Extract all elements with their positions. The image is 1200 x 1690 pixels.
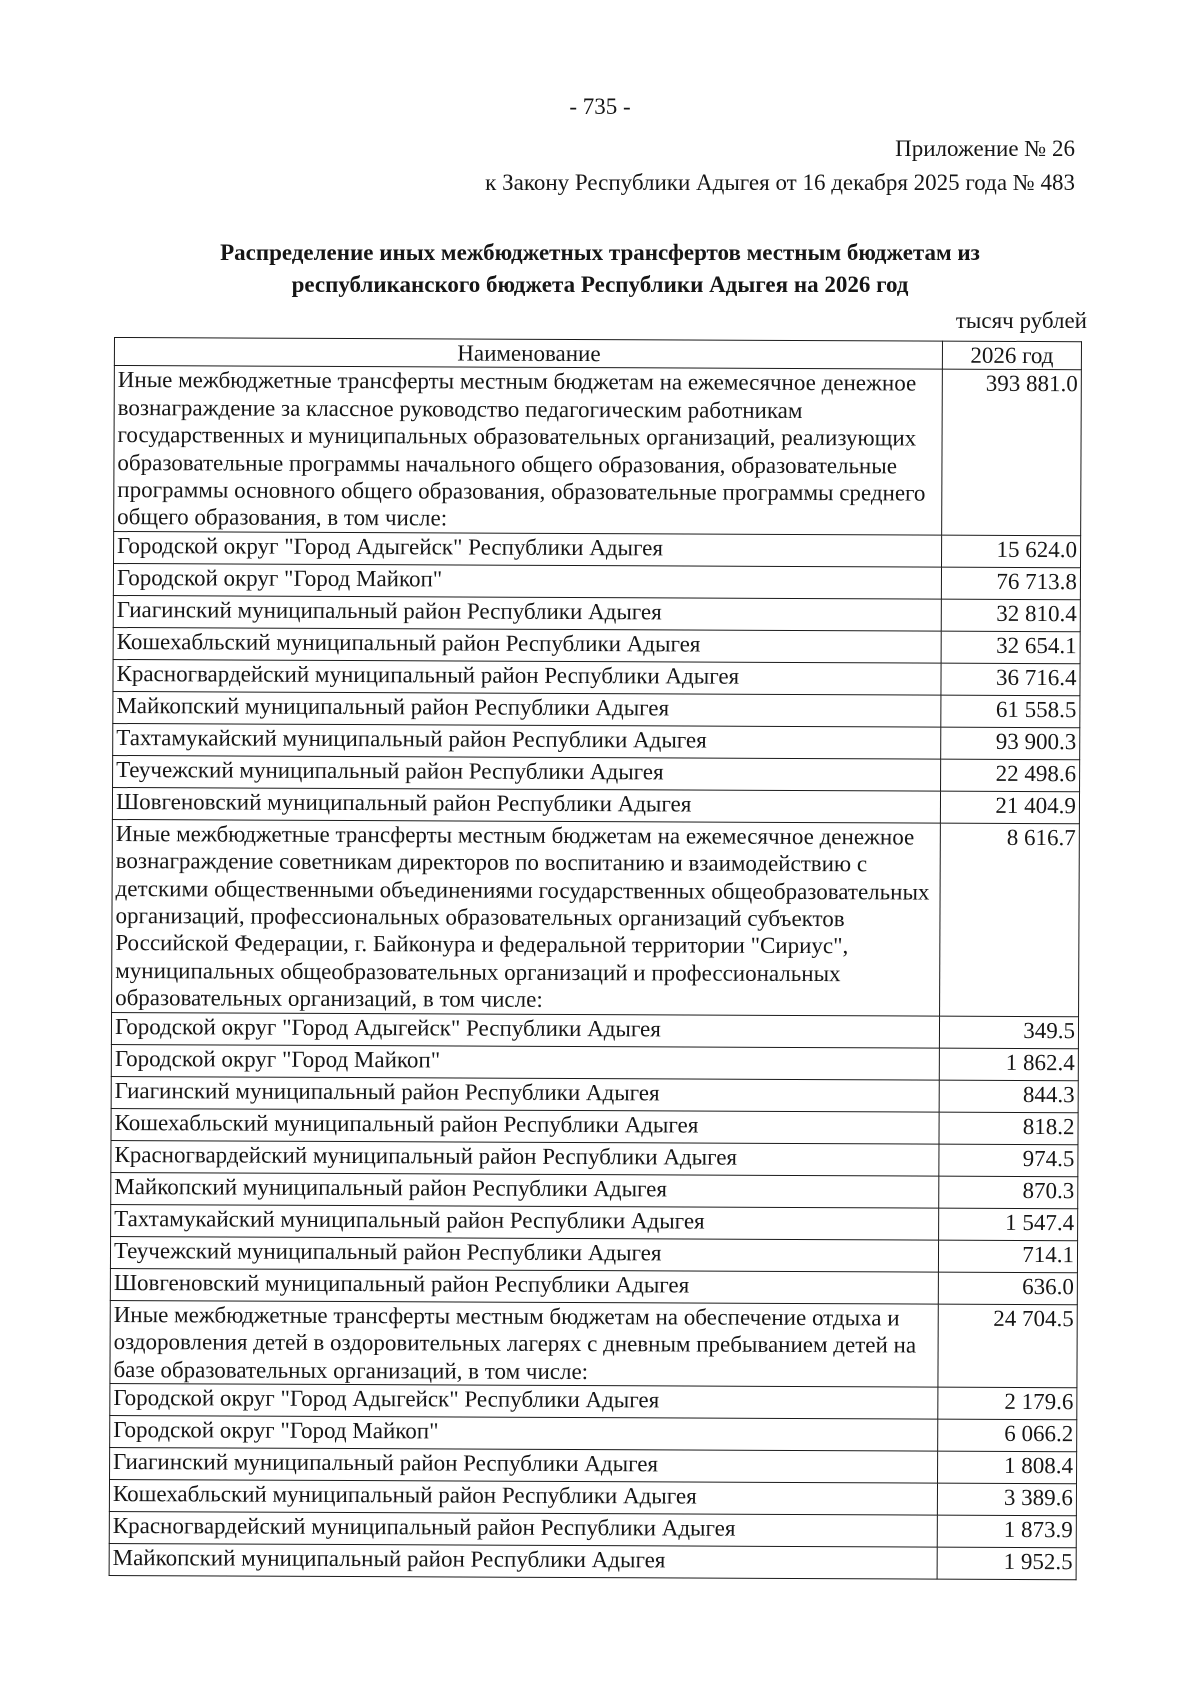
row-value: 15 624.0 (942, 535, 1081, 568)
table-row (111, 1108, 1078, 1144)
row-value: 76 713.8 (941, 567, 1080, 600)
table-row (111, 1204, 1078, 1240)
row-value: 1 952.5 (937, 1547, 1076, 1580)
row-name: Городской округ "Город Майкоп" (113, 563, 941, 599)
row-name: Майкопский муниципальный район Республики Адыгея (111, 1172, 939, 1208)
row-value: 1 862.4 (939, 1048, 1078, 1081)
table-row (113, 659, 1080, 695)
title-line-2: республиканского бюджета Республики Адыгея на 2026 год (291, 272, 909, 297)
row-name: Городской округ "Город Майкоп" (110, 1415, 938, 1451)
row-value: 32 654.1 (941, 631, 1080, 664)
table-row (114, 531, 1081, 567)
row-value: 21 404.9 (940, 791, 1079, 824)
row-value: 349.5 (939, 1016, 1078, 1049)
row-name: Теучежский муниципальный район Республики Адыгея (113, 755, 941, 791)
row-name: Гиагинский муниципальный район Республики Адыгея (113, 595, 941, 631)
row-value: 24 704.5 (938, 1304, 1077, 1388)
row-name: Гиагинский муниципальный район Республики Адыгея (111, 1076, 939, 1112)
row-name: Иные межбюджетные трансферты местным бюджетам на ежемесячное денежное вознаграждение за классное руководство педагогическим работникам государственных и муниципальных образовательных организаций, реализующих образовательные программы начального общего образования, образовательные программы основного общего образования, образовательные программы среднего общего образования, в том числе: (114, 366, 943, 535)
row-value: 1 873.9 (937, 1515, 1076, 1548)
row-value: 870.3 (939, 1176, 1078, 1209)
row-name: Городской округ "Город Адыгейск" Республики Адыгея (111, 1012, 939, 1048)
table-row (110, 1415, 1077, 1451)
header-name: Наименование (114, 338, 942, 370)
unit-label: тысяч рублей (955, 308, 1087, 333)
table-row (109, 1511, 1076, 1547)
table-row (110, 1236, 1077, 1272)
row-value: 974.5 (939, 1144, 1078, 1177)
appendix-reference (485, 132, 1075, 200)
row-name: Красногвардейский муниципальный район Республики Адыгея (111, 1140, 939, 1176)
row-value: 636.0 (938, 1272, 1077, 1305)
table-row (113, 595, 1080, 631)
table-row (111, 1044, 1078, 1080)
row-name: Городской округ "Город Адыгейск" Республики Адыгея (110, 1383, 938, 1419)
row-value: 2 179.6 (938, 1387, 1077, 1420)
row-name: Гиагинский муниципальный район Республики Адыгея (110, 1447, 938, 1483)
table-row (110, 1447, 1077, 1483)
row-value: 3 389.6 (937, 1483, 1076, 1516)
row-name: Городской округ "Город Майкоп" (111, 1044, 939, 1080)
document-title (0, 237, 1200, 301)
row-value: 6 066.2 (938, 1419, 1077, 1452)
row-name: Тахтамукайский муниципальный район Республики Адыгея (113, 723, 941, 759)
table-group-row (110, 1300, 1077, 1387)
table-row (112, 787, 1079, 823)
row-name: Городской округ "Город Адыгейск" Республики Адыгея (114, 531, 942, 567)
row-value: 22 498.6 (941, 759, 1080, 792)
row-value: 818.2 (939, 1112, 1078, 1145)
row-value: 93 900.3 (941, 727, 1080, 760)
page-number: - 735 - (569, 94, 631, 119)
table-row (110, 1268, 1077, 1304)
table-group-row (112, 819, 1080, 1016)
row-name: Кошехабльский муниципальный район Республики Адыгея (109, 1479, 937, 1515)
table-row (113, 723, 1080, 759)
row-name: Красногвардейский муниципальный район Республики Адыгея (113, 659, 941, 695)
row-value: 61 558.5 (941, 695, 1080, 728)
row-value: 1 808.4 (938, 1451, 1077, 1484)
row-name: Кошехабльский муниципальный район Республики Адыгея (111, 1108, 939, 1144)
table-row (113, 627, 1080, 663)
row-value: 393 881.0 (942, 370, 1082, 536)
row-value: 714.1 (938, 1240, 1077, 1273)
row-value: 32 810.4 (941, 599, 1080, 632)
table-row (111, 1012, 1078, 1048)
table-container (109, 337, 1082, 1580)
row-name: Шовгеновский муниципальный район Республики Адыгея (112, 787, 940, 823)
row-name: Иные межбюджетные трансферты местным бюджетам на обеспечение отдыха и оздоровления детей в оздоровительных лагерях с дневным пребыванием детей на базе образовательных организаций, в том числе: (110, 1300, 938, 1387)
row-name: Кошехабльский муниципальный район Республики Адыгея (113, 627, 941, 663)
table-row (110, 1383, 1077, 1419)
row-name: Теучежский муниципальный район Республики Адыгея (110, 1236, 938, 1272)
row-name: Красногвардейский муниципальный район Республики Адыгея (109, 1511, 937, 1547)
title-line-1: Распределение иных межбюджетных трансфертов местным бюджетам из (220, 240, 980, 265)
table-row (109, 1543, 1076, 1579)
row-name: Иные межбюджетные трансферты местным бюджетам на ежемесячное денежное вознаграждение советникам директоров по воспитанию и взаимодействию с детскими общественными объединениями государственных общеобразовательных организаций, профессиональных образовательных организаций субъектов Российской Федерации, г. Байконура и федеральной территории "Сириус", муниципальных общеобразовательных организаций и профессиональных образовательных организаций, в том числе: (112, 819, 941, 1015)
row-name: Майкопский муниципальный район Республики Адыгея (109, 1543, 937, 1579)
budget-table (109, 337, 1082, 1580)
law-reference: к Закону Республики Адыгея от 16 декабря 2025 года № 483 (485, 170, 1075, 195)
table-row (111, 1172, 1078, 1208)
table-row (113, 755, 1080, 791)
row-name: Тахтамукайский муниципальный район Республики Адыгея (111, 1204, 939, 1240)
table-row (113, 691, 1080, 727)
row-name: Шовгеновский муниципальный район Республики Адыгея (110, 1268, 938, 1304)
row-value: 844.3 (939, 1080, 1078, 1113)
appendix-number: Приложение № 26 (895, 136, 1075, 161)
table-row (109, 1479, 1076, 1515)
row-name: Майкопский муниципальный район Республики Адыгея (113, 691, 941, 727)
table-row (113, 563, 1080, 599)
row-value: 1 547.4 (939, 1208, 1078, 1241)
table-group-row (114, 366, 1082, 536)
header-year: 2026 год (942, 341, 1081, 370)
table-header-row (114, 338, 1081, 371)
table-row (111, 1076, 1078, 1112)
row-value: 8 616.7 (940, 823, 1080, 1016)
row-value: 36 716.4 (941, 663, 1080, 696)
table-row (111, 1140, 1078, 1176)
